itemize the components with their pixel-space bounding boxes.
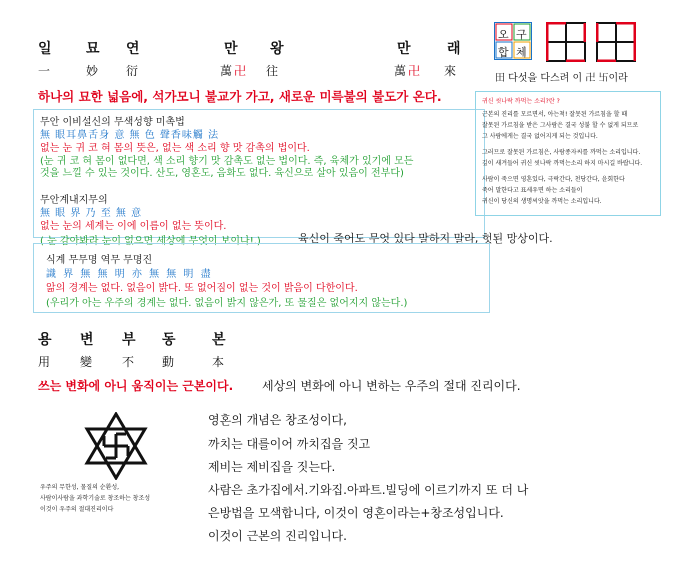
side-note-line: 귀신이 당신의 생명씨앗을 까먹는 소리입니다. bbox=[482, 198, 602, 205]
title-char: 만 bbox=[224, 41, 240, 57]
box1-heading-2: 무안계내지무의 bbox=[40, 195, 108, 206]
logo-cell: 오 bbox=[498, 28, 509, 41]
sec2-char: 본 bbox=[212, 332, 228, 348]
title-hanja: 一 bbox=[38, 64, 51, 78]
body-line: 이것이 근본의 진리입니다. bbox=[208, 529, 347, 543]
headline: 하나의 묘한 넓음에, 석가모니 불교가 가고, 새로운 미륵불의 불도가 온다. bbox=[38, 89, 442, 104]
box2-hanja: 識 界 無 無 明 亦 無 無 明 盡 bbox=[46, 269, 213, 280]
title-hanja-swastika: 卍 bbox=[234, 64, 247, 78]
logo-caption: 田 다섯을 다스려 이 卍 卐이라 bbox=[495, 73, 628, 84]
box1-red-2: 없는 눈의 세계는 이에 이름이 없는 뜻이다. bbox=[40, 221, 227, 232]
title-hanja: 萬 bbox=[394, 64, 407, 78]
sec2-hanja: 動 bbox=[162, 355, 175, 369]
title-char: 래 bbox=[447, 41, 463, 57]
manja-right-logo bbox=[596, 22, 636, 66]
star-caption-line: 우주의 무한성, 물질의 순환성, bbox=[40, 484, 120, 491]
sec2-red: 쓰는 변화에 아니 움직이는 근본이다. bbox=[38, 379, 234, 393]
title-char: 만 bbox=[397, 41, 413, 57]
title-char: 연 bbox=[126, 41, 142, 57]
box1-green-3: ( 눈 감아봐라 눈이 없으면 세상에 무엇이 보이나!.) bbox=[40, 236, 261, 247]
sec2-black: 세상의 변화에 아니 변하는 우주의 절대 진리이다. bbox=[262, 379, 521, 393]
side-note-line: 죽어 말한다고 표세우면 하는 소리들이 bbox=[482, 187, 583, 194]
box1-green-2: 것을 느낄 수 있는 것이다. 산도, 영혼도, 음화도 없다. 육신으로 살아 있음이 전부다) bbox=[40, 168, 404, 179]
body-line: 사람은 초가집에서.기와집.아파트.빌딩에 이르기까지 또 더 나 bbox=[208, 483, 529, 497]
title-hanja: 來 bbox=[444, 64, 457, 78]
box2-green: (우리가 아는 우주의 경계는 없다. 없음이 밝지 않은가, 또 물질은 없어지지 않는다.) bbox=[46, 298, 408, 309]
side-note-box bbox=[475, 91, 661, 216]
box1-green-1: (눈 귀 코 혀 몸이 없다면, 색 소리 향기 맛 감촉도 없는 법이다. 즉, 육체가 있기에 모든 bbox=[40, 156, 414, 167]
body-line: 영혼의 개념은 창조성이다, bbox=[208, 413, 347, 427]
body-line: 제비는 제비집을 짓는다. bbox=[208, 460, 336, 474]
side-note-title: 귀신 씻나락 까먹는 소리?란 ? bbox=[482, 98, 560, 105]
box1-hanja: 無 眼耳鼻舌身 意 無 色 聲香味觸 法 bbox=[40, 130, 220, 141]
body-line: 까치는 대를이어 까치집을 짓고 bbox=[208, 437, 371, 451]
star-caption-line: 사람이사람을 과학기술로 창조하는 창조성 bbox=[40, 495, 151, 502]
title-hanja: 妙 bbox=[86, 64, 99, 78]
side-note-line: 깊이 새겨들어 귀신 씻나락 까먹는소리 하지 마시길 바랍니다. bbox=[482, 160, 643, 167]
box1-hanja-2: 無 眼 界 乃 至 無 意 bbox=[40, 208, 143, 219]
title-char: 왕 bbox=[270, 41, 286, 57]
side-note-line: 그 사람에게는 결국 없어지게 되는 것입니다. bbox=[482, 133, 598, 140]
title-char: 일 bbox=[38, 41, 54, 57]
title-hanja: 衍 bbox=[126, 64, 139, 78]
side-note-line: 사람이 죽으면 영혼있다, 극락간다, 천당간다, 윤회한다 bbox=[482, 176, 625, 183]
star-manja-icon bbox=[82, 412, 150, 484]
side-note-line: 그러므로 잘못된 가르침은, 사람종자씨를 까먹는 소리입니다. bbox=[482, 149, 641, 156]
logo-cell: 체 bbox=[516, 46, 527, 59]
sec2-char: 동 bbox=[162, 332, 178, 348]
sec2-char: 변 bbox=[80, 332, 96, 348]
box2-heading: 식계 무무명 역무 무명진 bbox=[46, 255, 153, 266]
sec2-hanja: 用 bbox=[38, 355, 51, 369]
logo-cell: 구 bbox=[516, 28, 527, 41]
side-note-line: 근본의 진리를 모르면서, 아는척! 잘못된 가르침을 할 때 bbox=[482, 111, 628, 118]
star-caption-line: 이것이 우주의 절대진리이다 bbox=[40, 506, 114, 513]
star-caption bbox=[40, 482, 150, 515]
box2-red: 앎의 경계는 없다. 없음이 밝다. 또 없어짐이 없는 것이 밝음이 다한이다. bbox=[46, 283, 358, 294]
side-note-line: 잘못된 가르침을 받은 그사람은 결국 성불 할 수 없게 되므로 bbox=[482, 122, 639, 129]
box1-red: 없는 눈 귀 코 혀 몸의 뜻은, 없는 색 소리 향 맛 감촉의 법이다. bbox=[40, 143, 310, 154]
sec2-char: 부 bbox=[122, 332, 138, 348]
sec2-hanja: 本 bbox=[212, 355, 225, 369]
sec2-hanja: 不 bbox=[122, 355, 135, 369]
box1-heading: 무안 이비설신의 무색성향 미촉법 bbox=[40, 117, 185, 128]
sec2-char: 용 bbox=[38, 332, 54, 348]
title-hanja-swastika: 卍 bbox=[408, 64, 421, 78]
title-hanja: 萬 bbox=[220, 64, 233, 78]
sec2-hanja: 變 bbox=[80, 355, 93, 369]
box1-black-tail: 육신이 죽어도 무엇 있다 말하지 말라, 헛된 망상이다. bbox=[298, 232, 553, 245]
body-line: 은방법을 모색합니다, 이것이 영혼이라는+창조성입니다. bbox=[208, 506, 504, 520]
logo-cell: 합 bbox=[498, 46, 509, 59]
manja-left-logo bbox=[546, 22, 586, 66]
title-hanja: 往 bbox=[266, 64, 279, 78]
title-char: 묘 bbox=[86, 41, 102, 57]
